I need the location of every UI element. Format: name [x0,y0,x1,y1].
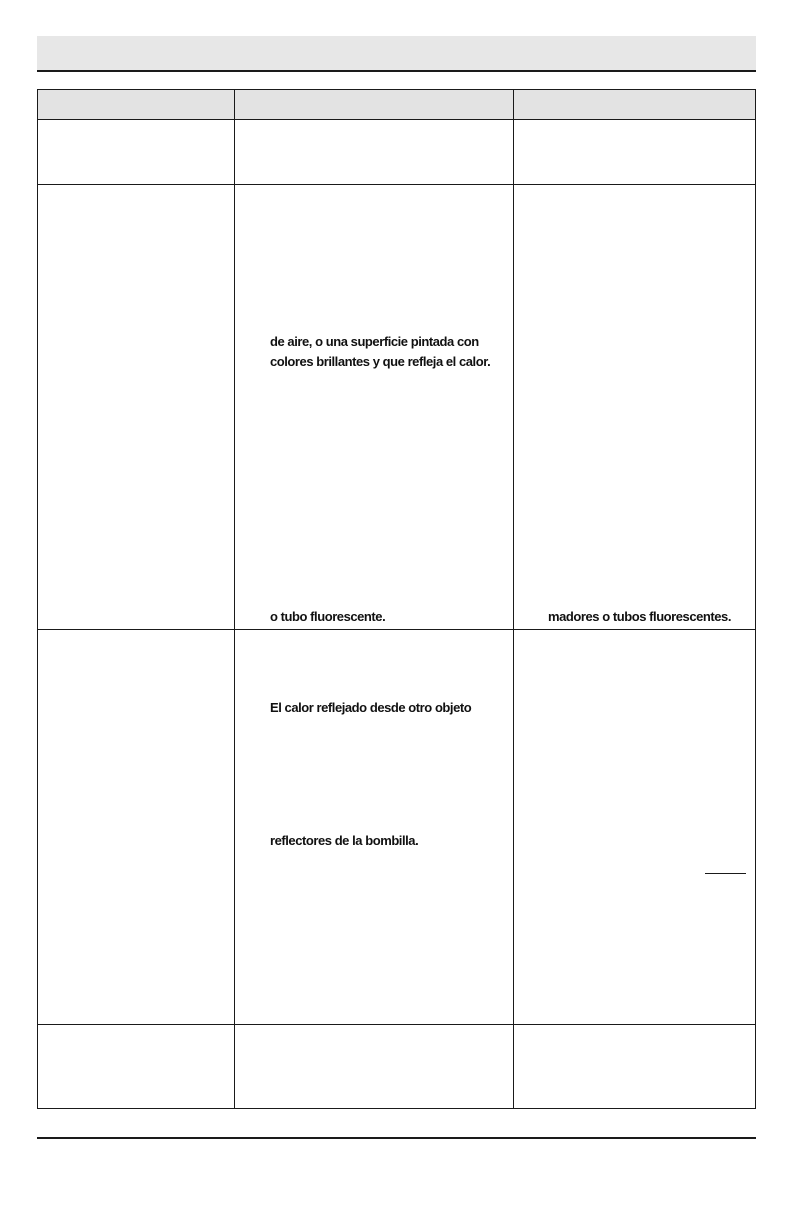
column-divider-2 [513,90,514,1108]
header-rule [37,70,756,72]
underline-mark [705,873,746,874]
row2-cause-line-3: o tubo fluorescente. [270,609,386,624]
column-divider-1 [234,90,235,1108]
table-header-row [38,90,755,120]
row2-solution-line-1: madores o tubos fluorescentes. [548,609,731,624]
footer-rule [37,1137,756,1139]
row3-cause-line-2: reflectores de la bombilla. [270,833,419,848]
row-divider-1 [38,184,755,185]
row2-cause-line-1: de aire, o una superficie pintada con [270,334,479,349]
row3-cause-line-1: El calor reflejado desde otro objeto [270,700,472,715]
row-divider-3 [38,1024,755,1025]
row2-cause-line-2: colores brillantes y que refleja el calor. [270,354,491,369]
troubleshooting-table [37,89,756,1109]
row-divider-2 [38,629,755,630]
page-header-band [37,36,756,70]
